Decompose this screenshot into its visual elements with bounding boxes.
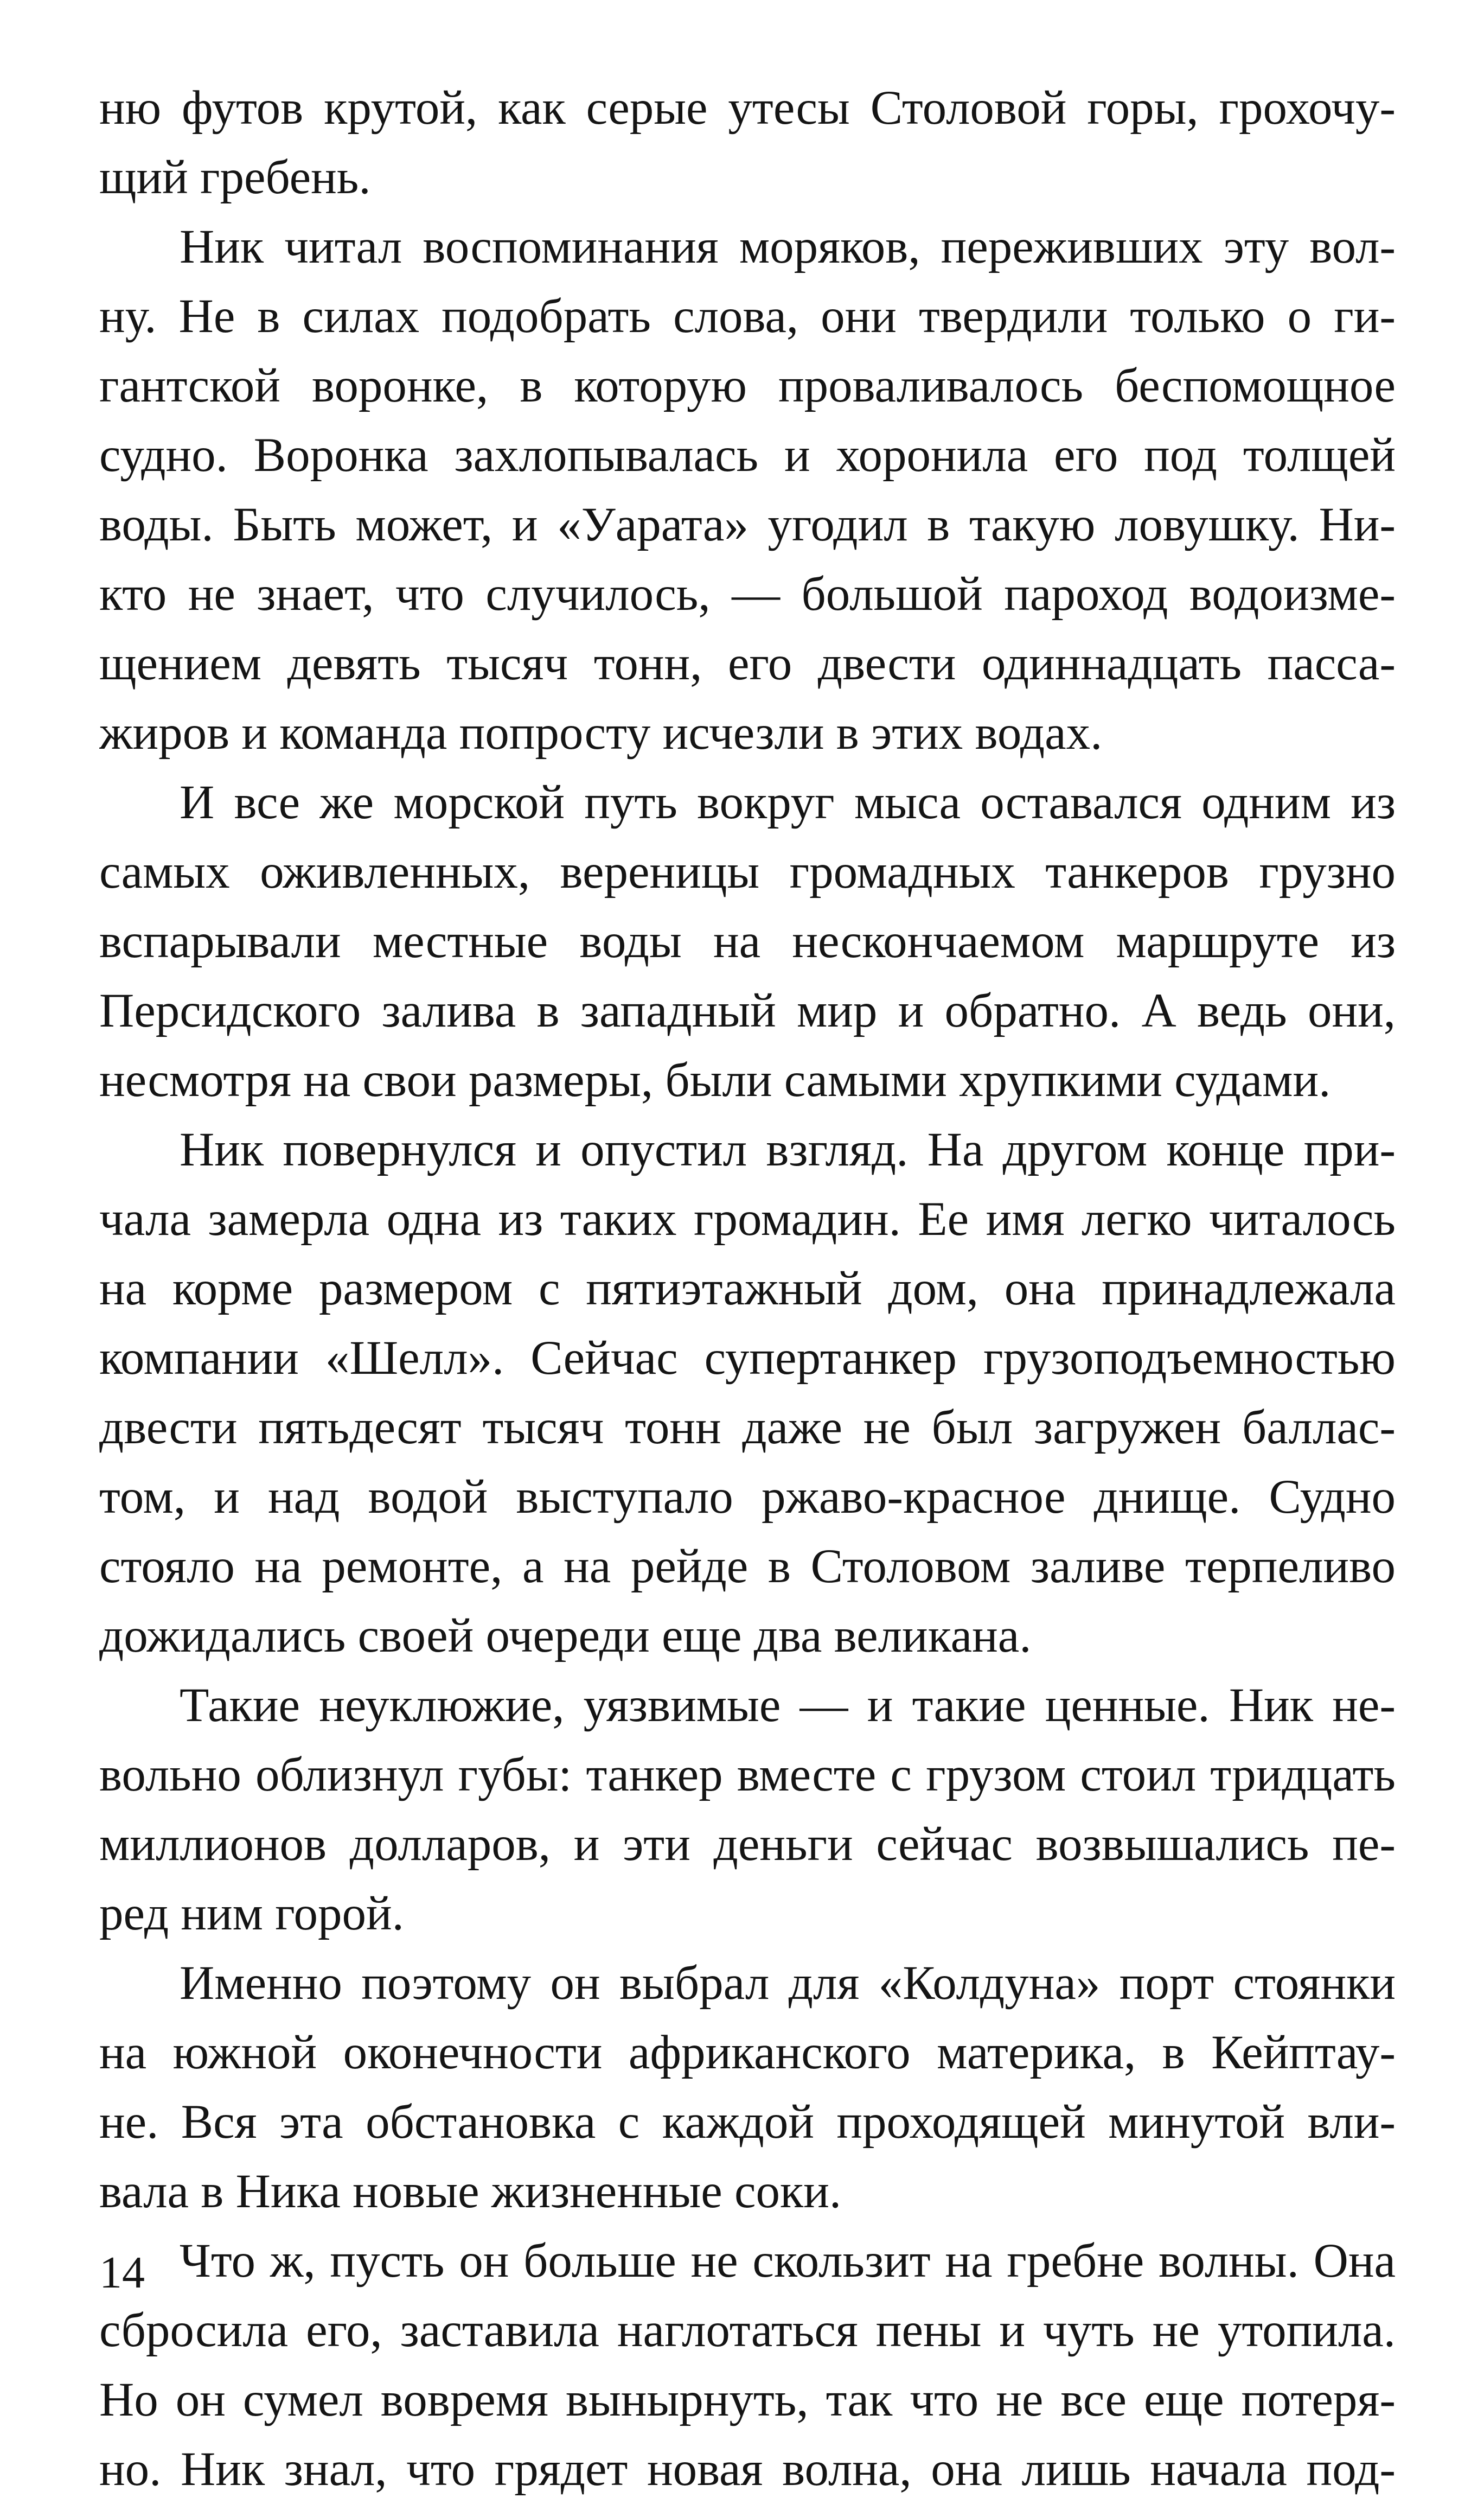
text-line: Но он сумел вовремя вынырнуть, так что не все еще потеря- (99, 2373, 1396, 2426)
text-line: Такие неуклюжие, уязвимые — и такие ценные. Ник не- (180, 1679, 1396, 1732)
text-line: дожидались своей очереди еще два великана. (99, 1609, 1032, 1662)
text-line: вспарывали местные воды на нескончаемом маршруте из (99, 915, 1396, 968)
text-line: ню футов крутой, как серые утесы Столовой горы, грохочу- (99, 81, 1396, 135)
text-line: несмотря на свои размеры, были самыми хрупкими судами. (99, 1054, 1331, 1107)
text-line: сбросила его, заставила наглотаться пены и чуть не утопила. (99, 2304, 1396, 2357)
text-line: Именно поэтому он выбрал для «Колдуна» порт стоянки (180, 1957, 1396, 2010)
text-line: на корме размером с пятиэтажный дом, она принадлежала (99, 1262, 1396, 1315)
text-line: чала замерла одна из таких громадин. Ее имя легко читалось (99, 1193, 1396, 1246)
text-line: гантской воронке, в которую проваливалось беспомощное (99, 359, 1396, 412)
text-line: воды. Быть может, и «Уарата» угодил в такую ловушку. Ни- (99, 498, 1396, 551)
text-line: судно. Воронка захлопывалась и хоронила его под толщей (99, 429, 1396, 482)
text-line: самых оживленных, вереницы громадных танкеров грузно (99, 845, 1396, 899)
text-line: том, и над водой выступало ржаво-красное днище. Судно (99, 1470, 1396, 1524)
text-line: Что ж, пусть он больше не скользит на гребне волны. Она (180, 2234, 1396, 2288)
text-line: компании «Шелл». Сейчас супертанкер грузоподъемностью (99, 1331, 1396, 1385)
text-line: щий гребень. (99, 151, 371, 204)
text-line: двести пятьдесят тысяч тонн даже не был загружен баллас- (99, 1401, 1396, 1454)
text-line: не. Вся эта обстановка с каждой проходящей минутой вли- (99, 2095, 1396, 2149)
page-number: 14 (99, 2247, 145, 2298)
text-line: ред ним горой. (99, 1887, 404, 1940)
text-line: вольно облизнул губы: танкер вместе с грузом стоил тридцать (99, 1748, 1396, 1801)
body-text (99, 73, 1396, 2504)
text-line: жиров и команда попросту исчезли в этих водах. (99, 706, 1103, 760)
text-line: щением девять тысяч тонн, его двести одиннадцать пасса- (99, 637, 1396, 690)
text-line: Ник читал воспоминания моряков, переживших эту вол- (180, 220, 1396, 273)
text-line: кто не знает, что случилось, — большой пароход водоизме- (99, 568, 1396, 621)
text-line: на южной оконечности африканского материка, в Кейптау- (99, 2026, 1396, 2079)
text-line: миллионов долларов, и эти деньги сейчас возвышались пе- (99, 1818, 1396, 1871)
text-line: Ник повернулся и опустил взгляд. На другом конце при- (180, 1123, 1396, 1176)
text-line: стояло на ремонте, а на рейде в Столовом заливе терпеливо (99, 1540, 1396, 1593)
text-line: вала в Ника новые жизненные соки. (99, 2165, 842, 2218)
text-line: но. Ник знал, что грядет новая волна, она лишь начала под- (99, 2443, 1396, 2496)
text-line: Персидского залива в западный мир и обратно. А ведь они, (99, 984, 1396, 1037)
text-line: ну. Не в силах подобрать слова, они твердили только о ги- (99, 290, 1396, 343)
text-line: И все же морской путь вокруг мыса оставался одним из (180, 776, 1396, 829)
